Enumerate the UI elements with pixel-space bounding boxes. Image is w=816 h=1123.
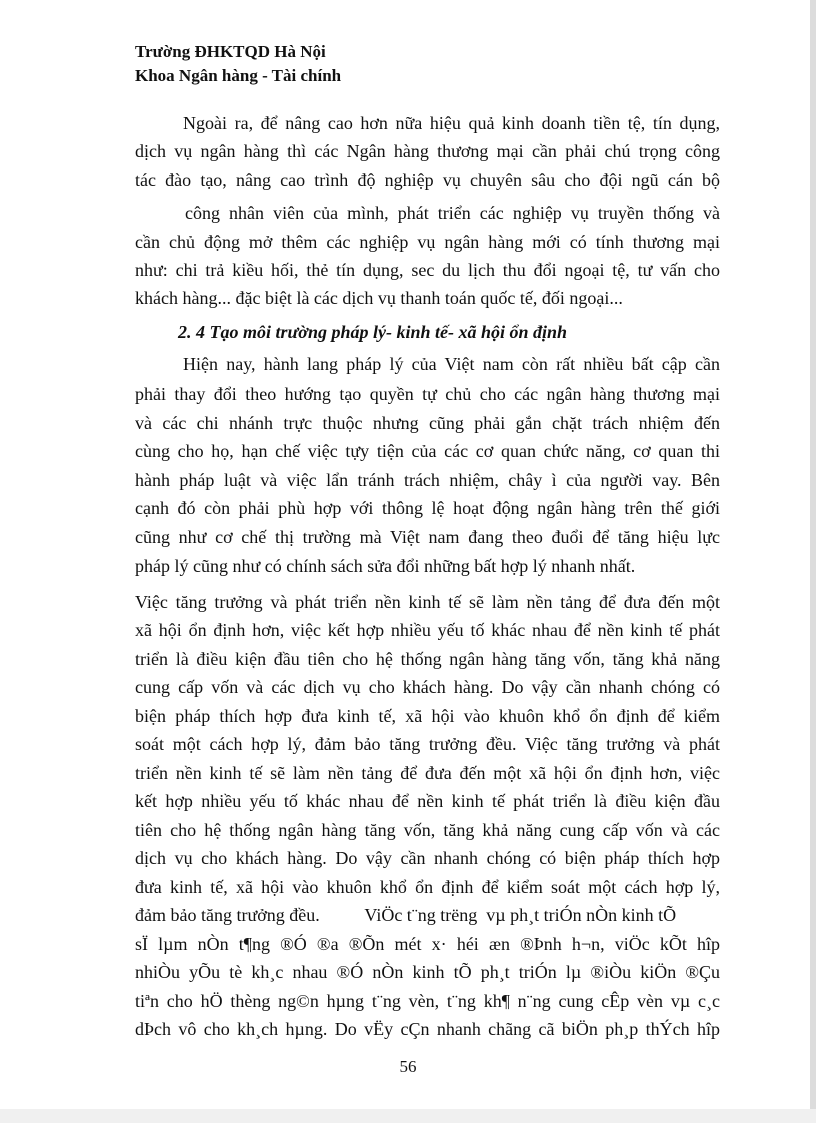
p3-line-1: Việc tăng trưởng và phát triển nền kinh tế sẽ làm nền tảng để đưa đến một: [135, 592, 720, 612]
page-header: [135, 40, 341, 88]
page-bottom-shadow: [0, 1109, 816, 1123]
p2-line-2: phải thay đổi theo hướng tạo quyền tự chủ cho các ngân hàng thương mại: [135, 384, 720, 404]
p3-line-15: tiªn cho hÖ thèng ng©n hµng t¨ng vèn, t¨ng kh¶ n¨ng cung cÊp vèn vµ c¸c: [135, 991, 720, 1011]
p2-line-1: Hiện nay, hành lang pháp lý của Việt nam còn rất nhiều bất cập cần: [183, 354, 720, 374]
p3-line-13: sÏ lµm nÒn t¶ng ®Ó ®a ®Õn mét x· héi æn ®Þnh h¬n, viÖc kÕt hîp: [135, 934, 720, 954]
p2-line-3: và các chi nhánh trực thuộc nhưng cũng phải gắn chặt trách nhiệm đến: [135, 413, 720, 433]
p2-line-4: cùng cho họ, hạn chế việc tựy tiện của các cơ quan chức năng, cơ quan thi: [135, 441, 720, 461]
p3-line-2: xã hội ổn định hơn, việc kết hợp nhiều yếu tố khác nhau để nền kinh tế phát: [135, 620, 720, 640]
p1-line-3: tác đào tạo, nâng cao trình độ nghiệp vụ chuyên sâu cho đội ngũ cán bộ: [135, 170, 720, 190]
section-heading: 2. 4 Tạo môi trường pháp lý- kinh tế- xã hội ổn định: [178, 322, 568, 342]
p3-line-12: đảm bảo tăng trưởng đều. ViÖc t¨ng trëng vµ ph¸t triÓn nÒn kinh tÕ: [135, 905, 677, 925]
p2-line-8: pháp lý cũng như có chính sách sửa đổi những bất hợp lý nhanh nhất.: [135, 556, 636, 576]
p3-line-9: tiên cho hệ thống ngân hàng tăng vốn, tăng khả năng cung cấp vốn và các: [135, 820, 720, 840]
p2-line-7: cũng như cơ chế thị trường mà Việt nam đang theo đuổi để tăng hiệu lực: [135, 527, 720, 547]
p3-line-5: biện pháp thích hợp đưa kinh tế, xã hội vào khuôn khổ ổn định để kiểm: [135, 706, 720, 726]
p3-line-11: đưa kinh tế, xã hội vào khuôn khổ ổn định để kiểm soát một cách hợp lý,: [135, 877, 720, 897]
p1-line-6: như: chi trả kiều hối, thẻ tín dụng, sec du lịch thu đổi ngoại tệ, tư vấn cho: [135, 260, 720, 280]
p3-line-10: dịch vụ cho khách hàng. Do vậy cần nhanh chóng có biện pháp thích hợp: [135, 848, 720, 868]
header-faculty: Khoa Ngân hàng - Tài chính: [135, 66, 342, 85]
p1-line-4: công nhân viên của mình, phát triển các nghiệp vụ truyền thống và: [185, 203, 720, 223]
page-number: 56: [399, 1057, 417, 1076]
p3-line-14: nhiÒu yÕu tè kh¸c nhau ®Ó nÒn kinh tÕ ph¸t triÓn lµ ®iÒu kiÖn ®Çu: [135, 962, 720, 982]
p3-line-6: soát một cách hợp lý, đảm bảo tăng trưởng đều. Việc tăng trưởng và phát: [135, 734, 720, 754]
p3-line-4: cung cấp vốn và các dịch vụ cho khách hàng. Do vậy cần nhanh chóng có: [135, 677, 720, 697]
p1-line-1: Ngoài ra, để nâng cao hơn nữa hiệu quả kinh doanh tiền tệ, tín dụng,: [183, 113, 720, 133]
page-edge-shadow: [810, 0, 816, 1123]
p3-line-3: triển là điều kiện đầu tiên cho hệ thống ngân hàng tăng vốn, tăng khả năng: [135, 649, 720, 669]
p2-line-5: hành pháp luật và việc lẩn tránh trách nhiệm, chây ì của người vay. Bên: [135, 470, 720, 490]
header-school: Trường ĐHKTQD Hà Nội: [135, 42, 326, 61]
p3-line-16: dÞch vô cho kh¸ch hµng. Do vËy cÇn nhanh chãng cã biÖn ph¸p thÝch hîp: [135, 1019, 720, 1039]
p1-line-7: khách hàng... đặc biệt là các dịch vụ thanh toán quốc tế, đối ngoại...: [135, 288, 623, 308]
p1-line-2: dịch vụ ngân hàng thì các Ngân hàng thương mại cần phải chú trọng công: [135, 141, 720, 161]
p3-line-7: triển nền kinh tế sẽ làm nền tảng để đưa đến một xã hội ổn định hơn, việc: [135, 763, 720, 783]
p1-line-5: cần chủ động mở thêm các nghiệp vụ ngân hàng mới có tính thương mại: [135, 232, 720, 252]
p2-line-6: cạnh đó còn phải phù hợp với thông lệ hoạt động ngân hàng trên thế giới: [135, 498, 720, 518]
p3-line-8: kết hợp nhiều yếu tố khác nhau để nền kinh tế phát triển là điều kiện đầu: [135, 791, 720, 811]
